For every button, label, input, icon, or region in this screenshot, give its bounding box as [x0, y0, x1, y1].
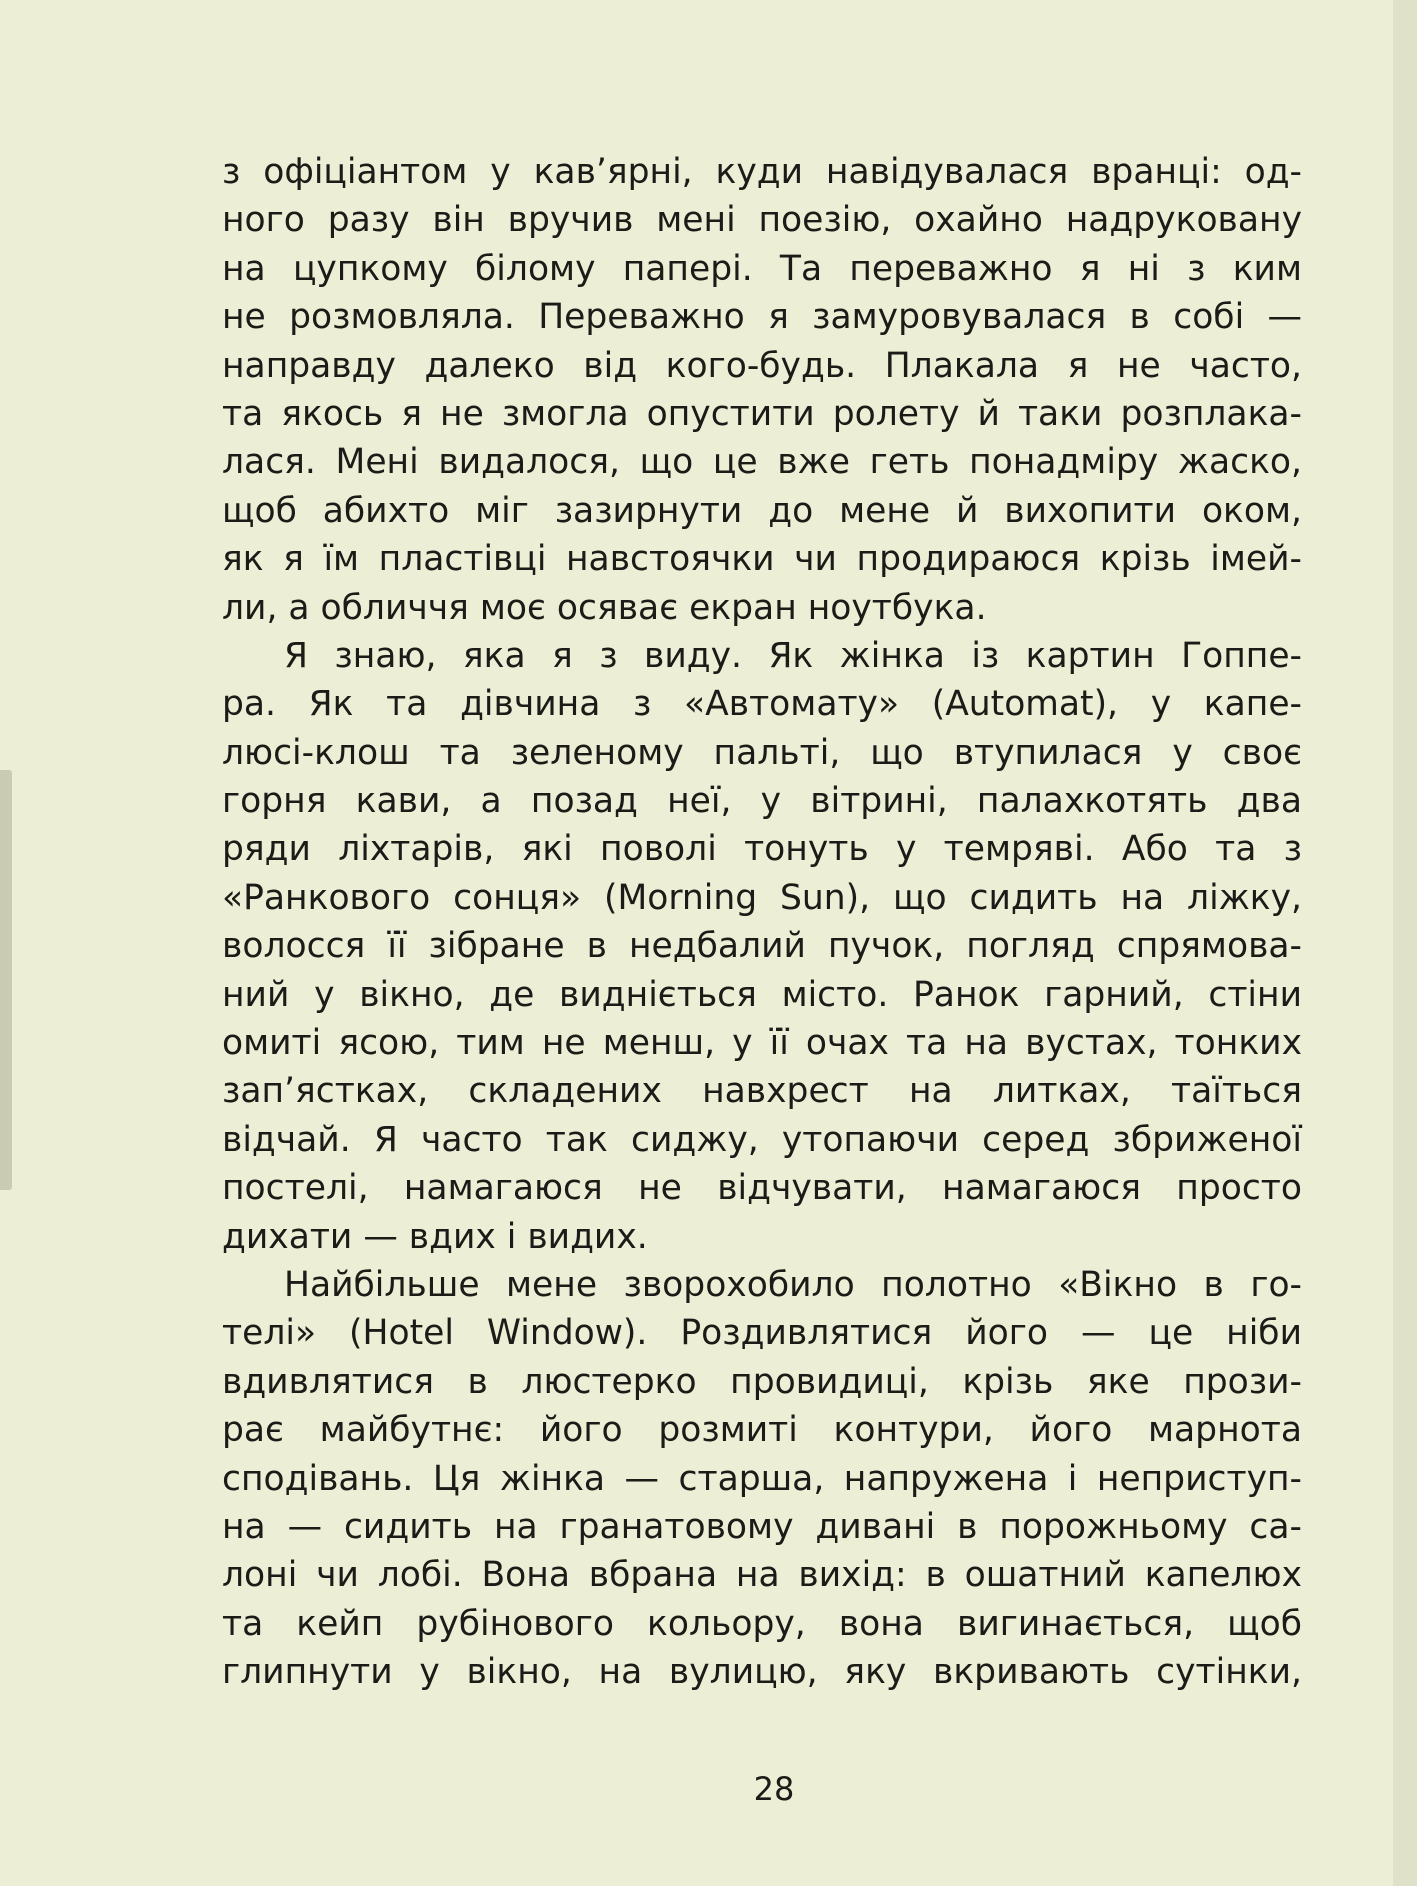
text-line: зап’ястках, складених навхрест на литках, таїться	[222, 1071, 1302, 1112]
text-line: ли, а обличчя моє осяває екран ноутбука.	[222, 587, 987, 628]
text-line: направду далеко від кого-будь. Плакала я не часто,	[222, 345, 1302, 386]
text-line: ряди ліхтарів, які поволі тонуть у темряві. Або та з	[222, 829, 1302, 870]
text-line: вдивлятися в люстерко провидиці, крізь яке прози-	[222, 1361, 1302, 1402]
page-number: 28	[753, 1770, 795, 1808]
text-line: омиті ясою, тим не менш, у її очах та на вустах, тонких	[222, 1023, 1302, 1064]
text-line: на — сидить на гранатовому дивані в порожньому са-	[222, 1506, 1302, 1547]
text-line: лася. Мені видалося, що це вже геть понадміру жаско,	[222, 442, 1302, 483]
text-line: та якось я не змогла опустити ролету й таки розплака-	[222, 393, 1302, 434]
text-line: волосся її зібране в недбалий пучок, погляд спрямова-	[222, 926, 1302, 967]
text-line: щоб абихто міг зазирнути до мене й вихопити оком,	[222, 490, 1302, 531]
text-line: ра. Як та дівчина з «Автомату» (Automat), у капе-	[222, 684, 1302, 725]
page-edge-shadow	[1393, 0, 1417, 1886]
text-line: «Ранкового сонця» (Morning Sun), що сидить на ліжку,	[222, 877, 1302, 918]
text-line: телі» (Hotel Window). Роздивлятися його — це ніби	[222, 1313, 1302, 1354]
text-line: Найбільше мене зворохобило полотно «Вікно в го-	[284, 1264, 1302, 1305]
text-line: постелі, намагаюся не відчувати, намагаюся просто	[222, 1168, 1302, 1209]
text-line: ний у вікно, де видніється місто. Ранок гарний, стіни	[222, 974, 1302, 1015]
text-line: не розмовляла. Переважно я замуровувалася в собі —	[222, 297, 1302, 338]
text-line: сподівань. Ця жінка — старша, напружена і неприступ-	[222, 1458, 1302, 1499]
text-line: відчай. Я часто так сиджу, утопаючи серед збриженої	[222, 1119, 1302, 1160]
text-line: ного разу він вручив мені поезію, охайно надруковану	[222, 200, 1302, 241]
text-line: Я знаю, яка я з виду. Як жінка із картин Гоппе-	[284, 635, 1302, 676]
text-line: горня кави, а позад неї, у вітрині, палахкотять два	[222, 781, 1302, 822]
text-line: глипнути у вікно, на вулицю, яку вкривають сутінки,	[222, 1652, 1302, 1693]
text-line: дихати — вдих і видих.	[222, 1216, 648, 1257]
body-text	[222, 148, 1302, 1697]
text-line: люсі-клош та зеленому пальті, що втупилася у своє	[222, 732, 1302, 773]
text-line: на цупкому білому папері. Та переважно я ні з ким	[222, 248, 1302, 289]
text-line: як я їм пластівці навстоячки чи продираюся крізь імей-	[222, 539, 1302, 580]
text-line: рає майбутнє: його розмиті контури, його марнота	[222, 1410, 1302, 1451]
text-line: з офіціантом у кав’ярні, куди навідувалася вранці: од-	[222, 152, 1302, 192]
text-line: лоні чи лобі. Вона вбрана на вихід: в ошатний капелюх	[222, 1555, 1302, 1596]
text-line: та кейп рубінового кольору, вона вигинається, щоб	[222, 1603, 1302, 1644]
page-edge-tab	[0, 770, 12, 1190]
